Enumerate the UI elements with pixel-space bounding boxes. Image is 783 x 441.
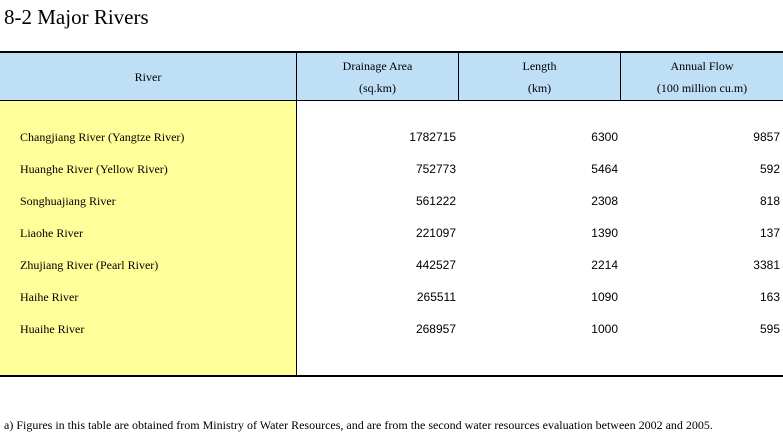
annual-flow-value: 163 (759, 290, 780, 304)
river-name: Liaohe River (20, 226, 83, 240)
annual-flow-value: 137 (759, 226, 780, 240)
annual-flow-value: 9857 (753, 130, 780, 144)
river-name: Huanghe River (Yellow River) (20, 162, 168, 176)
length-value: 6300 (591, 130, 618, 144)
header-length-label: Length (522, 58, 557, 73)
length-value: 1390 (591, 226, 618, 240)
drainage-area-value: 752773 (415, 162, 456, 176)
length-value: 2308 (591, 194, 618, 208)
table-row (0, 287, 783, 307)
header-annual-flow (621, 53, 783, 100)
table-bottom-rule (0, 375, 783, 377)
table-row (0, 223, 783, 243)
length-value: 1000 (591, 322, 618, 336)
river-name: Songhuajiang River (20, 194, 116, 208)
drainage-area-value: 268957 (415, 322, 456, 336)
length-value: 2214 (591, 258, 618, 272)
header-drainage-area-label: Drainage Area (342, 58, 413, 73)
header-length-unit: (km) (527, 80, 552, 95)
table-row (0, 319, 783, 339)
annual-flow-value: 592 (759, 162, 780, 176)
drainage-area-value: 1782715 (409, 130, 456, 144)
header-length (459, 53, 620, 100)
river-name: Huaihe River (20, 322, 85, 336)
header-river-label: River (134, 69, 162, 84)
header-river (0, 53, 296, 100)
drainage-area-value: 265511 (416, 290, 456, 304)
page-title: 8-2 Major Rivers (4, 5, 149, 29)
river-name: Zhujiang River (Pearl River) (20, 258, 159, 272)
annual-flow-value: 818 (759, 194, 780, 208)
drainage-area-value: 221097 (415, 226, 456, 240)
annual-flow-value: 3381 (753, 258, 780, 272)
river-name: Changjiang River (Yangtze River) (20, 130, 185, 144)
header-annual-flow-unit: (100 million cu.m) (656, 80, 748, 95)
header-annual-flow-label: Annual Flow (670, 58, 734, 73)
length-value: 1090 (591, 290, 618, 304)
table-header-rule (0, 100, 783, 101)
length-value: 5464 (591, 162, 618, 176)
river-name: Haihe River (20, 290, 79, 304)
table-row (0, 191, 783, 211)
drainage-area-value: 442527 (415, 258, 456, 272)
header-drainage-area (297, 53, 458, 100)
header-drainage-area-unit: (sq.km) (359, 80, 396, 95)
table-row (0, 159, 783, 179)
table-row (0, 127, 783, 147)
drainage-area-value: 561222 (415, 194, 456, 208)
footnote: a) Figures in this table are obtained from Ministry of Water Resources, and are from the second water resources evaluation between 2002 and 2005. (4, 418, 713, 432)
table-row (0, 255, 783, 275)
annual-flow-value: 595 (759, 322, 780, 336)
